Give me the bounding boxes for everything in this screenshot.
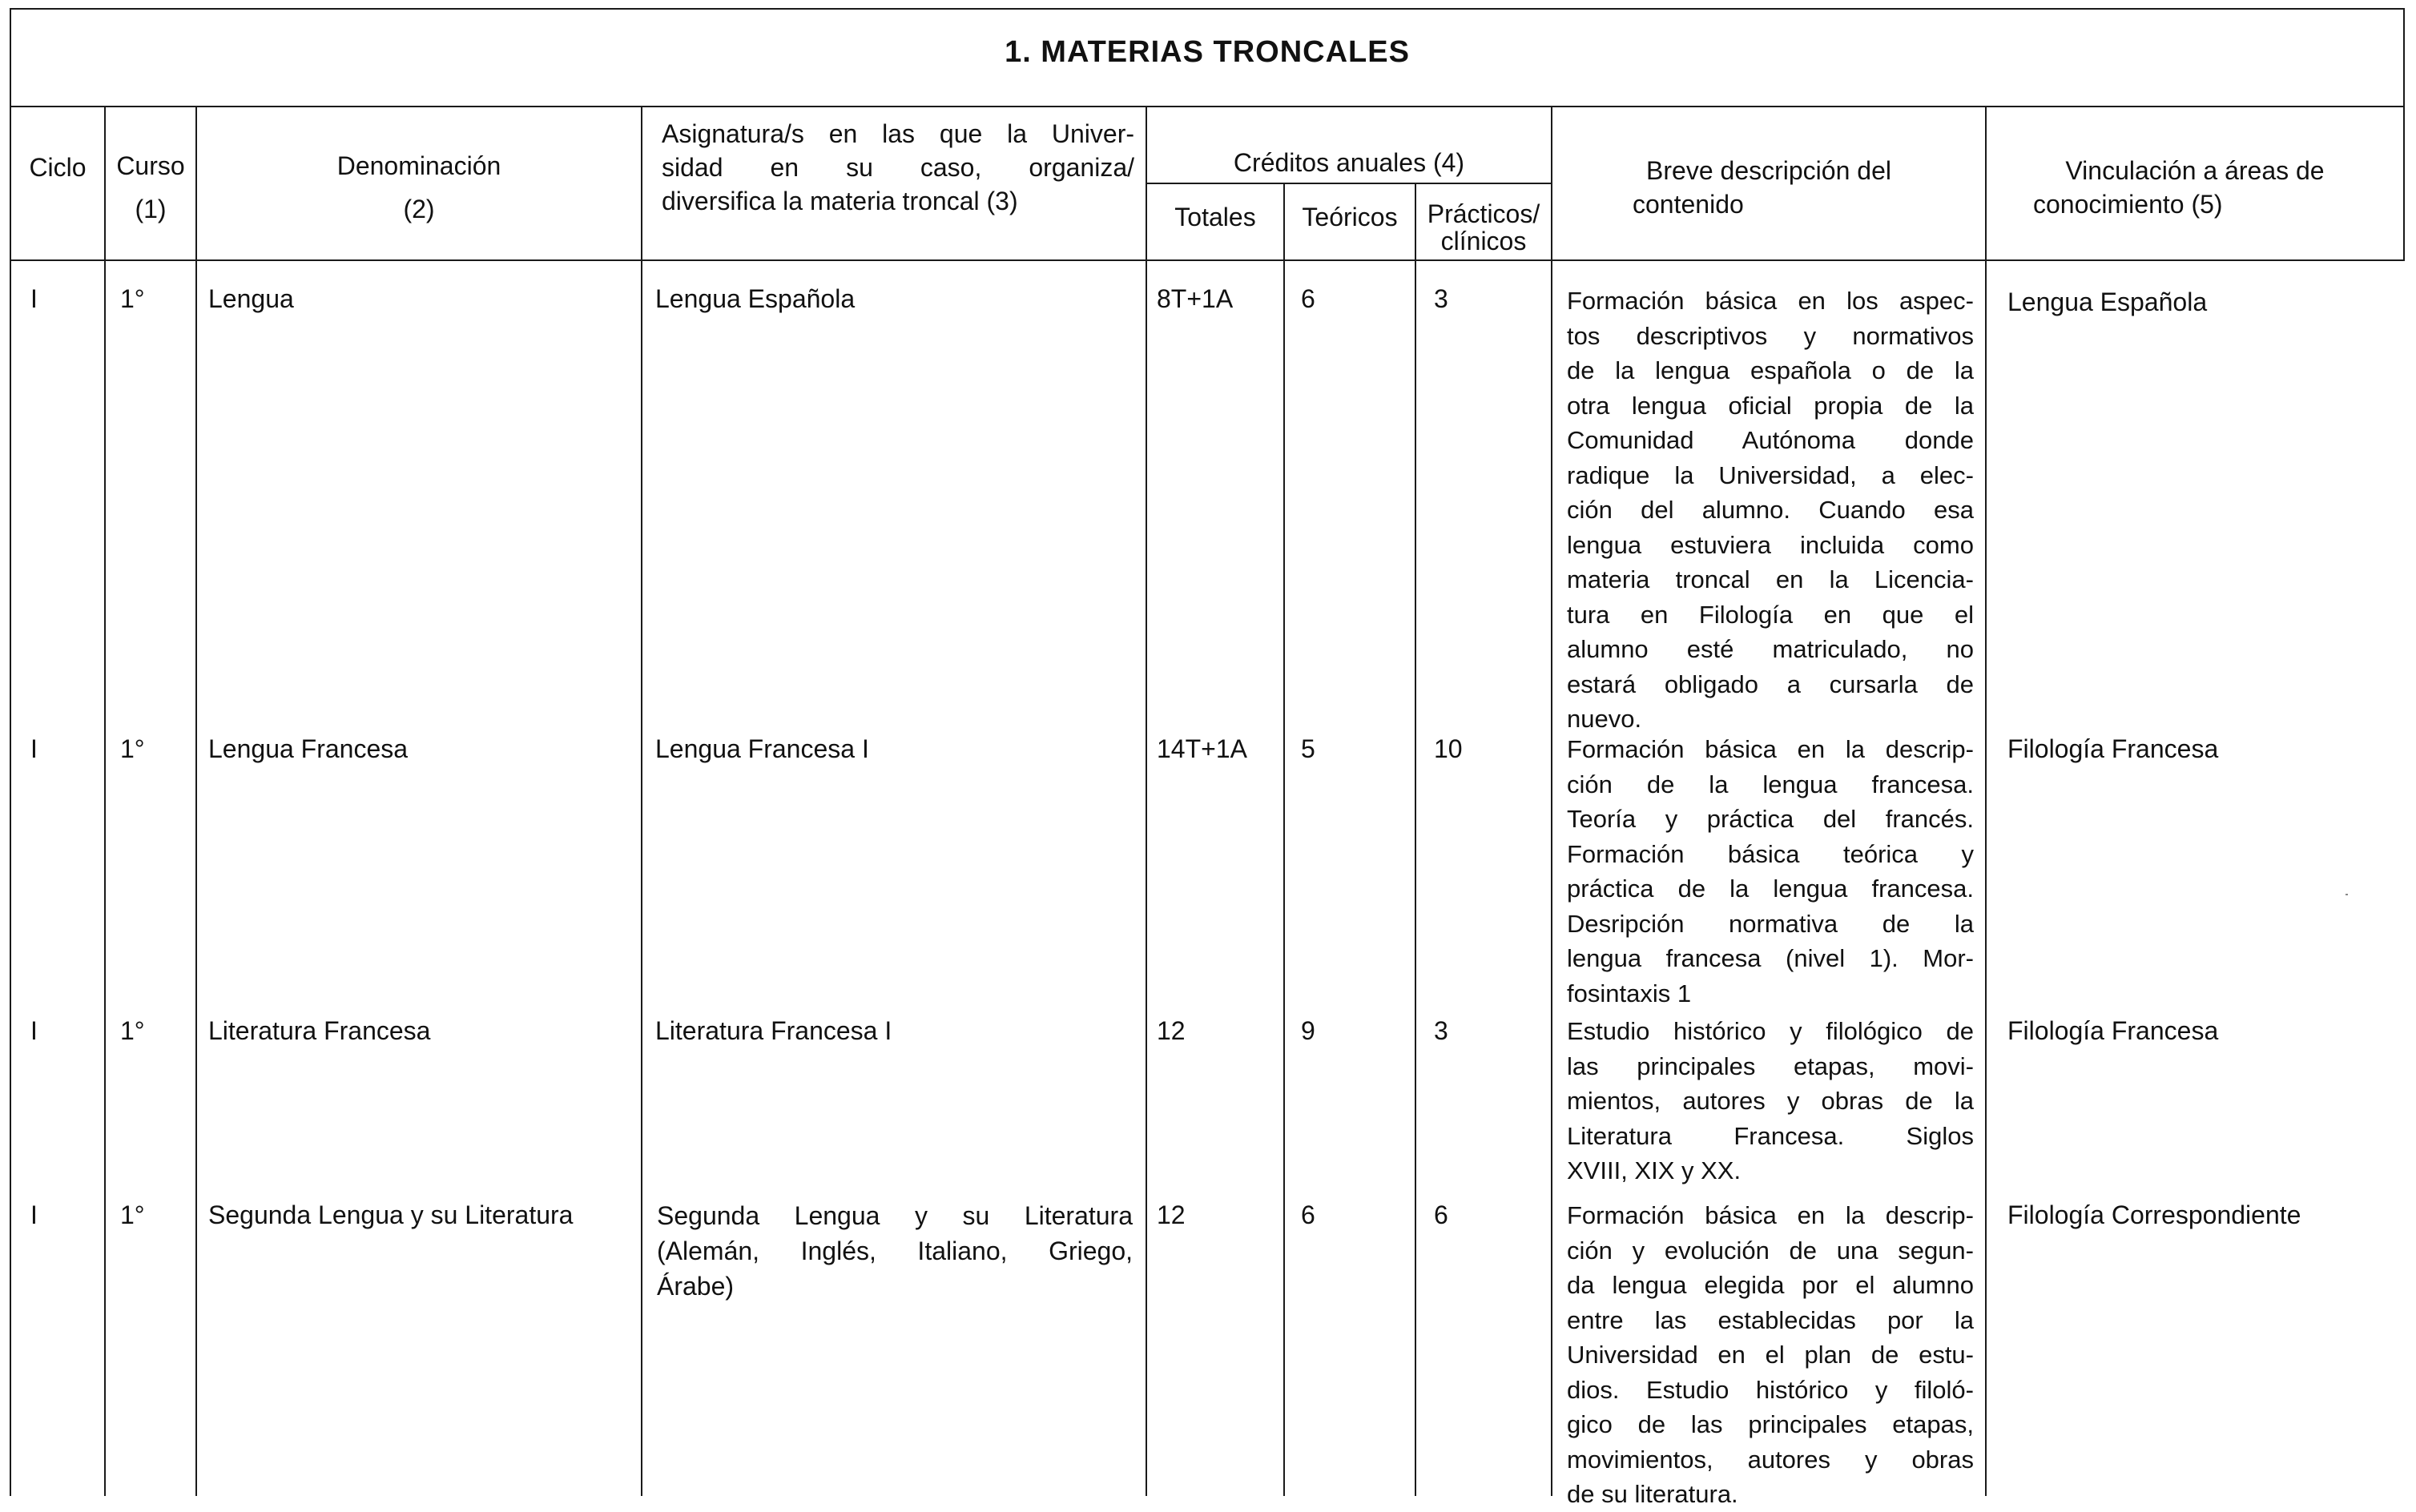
row-2-desc-line-7: lengua francesa (nivel 1). Mor- <box>1567 944 1974 972</box>
row-2-desc-line-3: Teoría y práctica del francés. <box>1567 805 1974 833</box>
row-1-practicos: 3 <box>1434 284 1448 313</box>
scan-speck <box>2346 894 2348 895</box>
header-totales-label: Totales <box>1174 203 1256 231</box>
row-2-desc-line-5: práctica de la lengua francesa. <box>1567 875 1974 903</box>
col-rule-descripcion <box>1985 106 1987 1496</box>
row-3-desc-line-2: las principales etapas, movi- <box>1567 1052 1974 1080</box>
row-3-teoricos: 9 <box>1301 1016 1315 1045</box>
row-1-desc-line-11: alumno esté matriculado, no <box>1567 635 1974 663</box>
row-4-teoricos: 6 <box>1301 1200 1315 1229</box>
row-4-desc-line-3: da lengua elegida por el alumno <box>1567 1271 1974 1299</box>
header-vinculacion-line-1: Vinculación a áreas de <box>2065 156 2325 185</box>
row-2-desc-line-6: Desripción normativa de la <box>1567 909 1974 938</box>
row-2-totales: 14T+1A <box>1157 734 1247 763</box>
row-4-practicos: 6 <box>1434 1200 1448 1229</box>
row-1-desc-line-3: de la lengua española o de la <box>1567 356 1974 384</box>
row-1-desc-line-2: tos descriptivos y normativos <box>1567 321 1974 350</box>
row-1-vinculacion: Lengua Española <box>2007 288 2208 316</box>
row-4-desc-line-5: Universidad en el plan de estu- <box>1567 1341 1974 1369</box>
row-2-desc-line-4: Formación básica teórica y <box>1567 839 1974 868</box>
row-3-desc-line-1: Estudio histórico y filológico de <box>1567 1017 1974 1045</box>
row-2-ciclo: I <box>30 734 38 763</box>
row-4-asignatura-line-3: Árabe) <box>657 1272 735 1301</box>
header-curso-note: (1) <box>135 195 167 223</box>
row-1-desc-line-12: estará obligado a cursarla de <box>1567 670 1974 698</box>
row-3-asignatura: Literatura Francesa I <box>655 1016 892 1045</box>
header-practicos <box>1416 200 1551 255</box>
row-4-desc-line-2: ción y evolución de una segun- <box>1567 1236 1974 1265</box>
row-1-desc-line-4: otra lengua oficial propia de la <box>1567 391 1974 420</box>
header-teoricos <box>1285 200 1415 234</box>
col-rule-teoricos <box>1415 183 1416 1496</box>
header-bottom-rule <box>10 259 2405 261</box>
col-rule-curso <box>195 106 197 1496</box>
header-totales <box>1147 200 1283 234</box>
row-2-practicos: 10 <box>1434 734 1463 763</box>
row-2-denominacion: Lengua Francesa <box>208 734 409 763</box>
row-1-teoricos: 6 <box>1301 284 1315 313</box>
row-1-ciclo: I <box>30 284 38 313</box>
header-denominacion <box>197 149 641 226</box>
row-4-denominacion: Segunda Lengua y su Literatura <box>208 1200 574 1229</box>
row-2-desc-line-8: fosintaxis 1 <box>1567 979 1692 1007</box>
row-2-desc-line-1: Formación básica en la descrip- <box>1567 735 1974 763</box>
row-3-totales: 12 <box>1157 1016 1186 1045</box>
row-4-desc-line-9: de su literatura. <box>1567 1480 1738 1508</box>
row-4-asignatura-line-2: (Alemán, Inglés, Italiano, Griego, <box>657 1237 1133 1265</box>
row-1-desc-line-6: radique la Universidad, a elec- <box>1567 460 1974 489</box>
row-1-totales: 8T+1A <box>1157 284 1234 313</box>
header-descripcion <box>1552 154 1985 221</box>
header-teoricos-label: Teóricos <box>1302 203 1398 231</box>
row-3-ciclo: I <box>30 1016 38 1045</box>
row-4-totales: 12 <box>1157 1200 1186 1229</box>
header-practicos-line-1: Prácticos/ <box>1427 199 1540 228</box>
row-2-asignatura: Lengua Francesa I <box>655 734 869 763</box>
header-descripcion-line-1: Breve descripción del <box>1646 156 1891 185</box>
header-asignatura-line-2: sidad en su caso, organiza/ <box>662 153 1134 182</box>
title-bottom-rule <box>10 106 2405 107</box>
row-4-curso: 1° <box>120 1200 145 1229</box>
row-4-desc-line-4: entre las establecidas por la <box>1567 1305 1974 1334</box>
frame-top-rule <box>10 8 2405 10</box>
row-1-desc-line-9: materia troncal en la Licencia- <box>1567 565 1974 593</box>
header-curso <box>106 149 195 226</box>
frame-right-rule <box>2403 8 2405 261</box>
creditos-sub-rule <box>1146 183 1551 184</box>
row-1-desc-line-8: lengua estuviera incluida como <box>1567 530 1974 559</box>
row-3-desc-line-3: mientos, autores y obras de la <box>1567 1087 1974 1115</box>
row-1-desc-line-1: Formación básica en los aspec- <box>1567 287 1974 315</box>
row-1-desc-line-7: ción del alumno. Cuando esa <box>1567 496 1974 524</box>
col-rule-denominacion <box>641 106 642 1496</box>
row-1-desc-line-10: tura en Filología en que el <box>1567 600 1974 629</box>
row-3-descripcion <box>1567 1014 1974 1188</box>
row-3-vinculacion: Filología Francesa <box>2007 1016 2219 1045</box>
row-1-asignatura: Lengua Española <box>655 284 856 313</box>
header-creditos-label: Créditos anuales (4) <box>1233 148 1465 177</box>
col-rule-ciclo <box>104 106 106 1496</box>
row-2-teoricos: 5 <box>1301 734 1315 763</box>
header-ciclo <box>11 151 104 184</box>
header-descripcion-line-2: contenido <box>1633 190 1744 219</box>
header-ciclo-label: Ciclo <box>29 153 87 182</box>
section-title: 1. MATERIAS TRONCALES <box>1005 35 1410 69</box>
col-rule-practicos <box>1551 106 1552 1496</box>
row-4-vinculacion: Filología Correspondiente <box>2007 1200 2301 1229</box>
row-1-descripcion <box>1567 284 1974 737</box>
row-4-desc-line-6: dios. Estudio histórico y filoló- <box>1567 1375 1974 1404</box>
row-2-desc-line-2: ción de la lengua francesa. <box>1567 770 1974 798</box>
header-vinculacion-line-2: conocimiento (5) <box>2033 190 2223 219</box>
header-creditos <box>1147 146 1551 179</box>
header-denominacion-note: (2) <box>403 195 435 223</box>
row-3-denominacion: Literatura Francesa <box>208 1016 431 1045</box>
col-rule-totales <box>1283 183 1285 1496</box>
header-denominacion-label: Denominación <box>336 151 501 180</box>
row-4-desc-line-1: Formación básica en la descrip- <box>1567 1201 1974 1229</box>
row-3-curso: 1° <box>120 1016 145 1045</box>
row-1-desc-line-13: nuevo. <box>1567 705 1642 733</box>
header-asignatura-line-3: diversifica la materia troncal (3) <box>662 187 1018 215</box>
row-4-desc-line-7: gico de las principales etapas, <box>1567 1410 1974 1438</box>
row-2-vinculacion: Filología Francesa <box>2007 734 2219 763</box>
row-4-descripcion <box>1567 1198 1974 1512</box>
row-3-practicos: 3 <box>1434 1016 1448 1045</box>
row-4-ciclo: I <box>30 1200 38 1229</box>
row-1-desc-line-5: Comunidad Autónoma donde <box>1567 426 1974 454</box>
col-rule-asignatura <box>1146 106 1147 1496</box>
row-3-desc-line-4: Literatura Francesa. Siglos <box>1567 1121 1974 1150</box>
row-2-curso: 1° <box>120 734 145 763</box>
row-4-desc-line-8: movimientos, autores y obras <box>1567 1445 1974 1474</box>
row-1-denominacion: Lengua <box>208 284 294 313</box>
frame-left-rule <box>10 8 11 1496</box>
row-1-curso: 1° <box>120 284 145 313</box>
row-4-asignatura-line-1: Segunda Lengua y su Literatura <box>657 1201 1133 1230</box>
row-4-asignatura <box>657 1198 1133 1304</box>
header-asignatura-line-1: Asignatura/s en las que la Univer- <box>662 119 1134 148</box>
header-asignatura <box>662 117 1134 218</box>
header-vinculacion <box>1987 154 2403 221</box>
header-practicos-line-2: clínicos <box>1440 227 1527 255</box>
row-2-descripcion <box>1567 732 1974 1011</box>
row-3-desc-line-5: XVIII, XIX y XX. <box>1567 1156 1742 1184</box>
header-curso-label: Curso <box>116 151 185 180</box>
